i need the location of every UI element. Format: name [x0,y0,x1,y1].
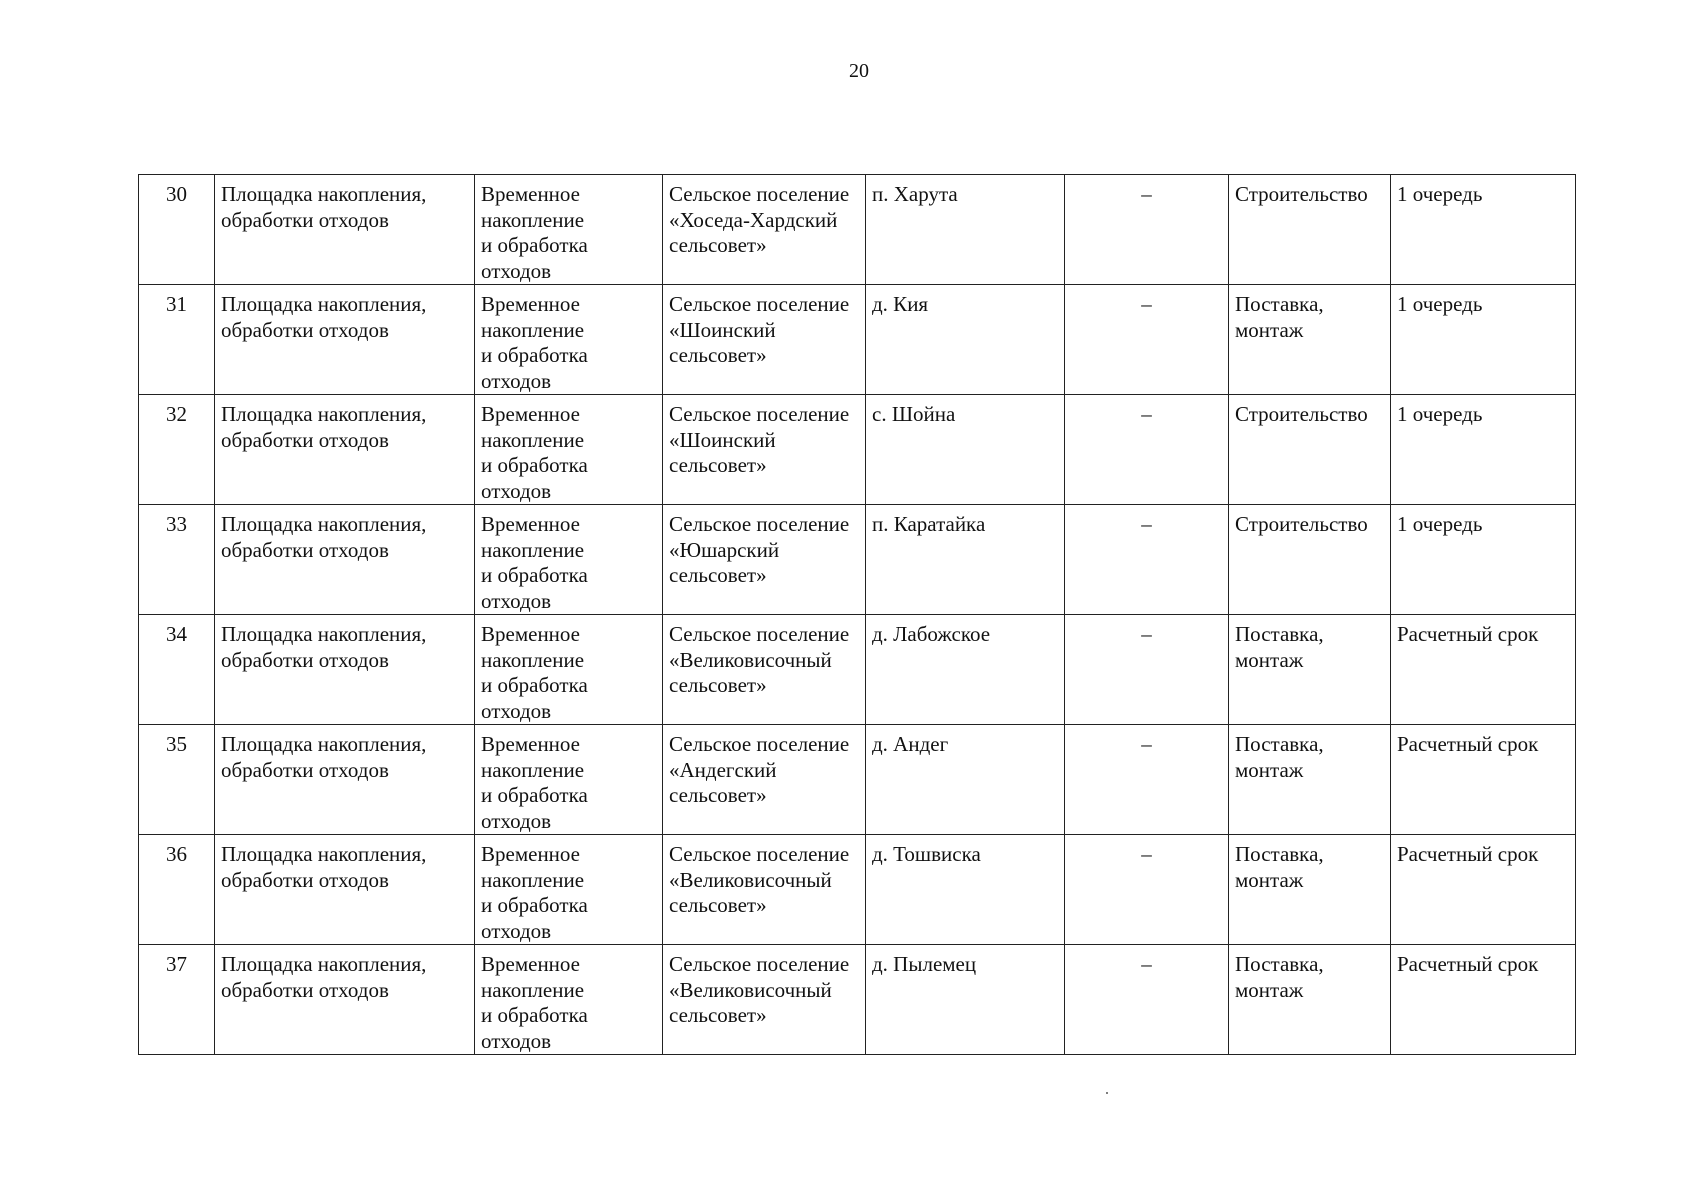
cell-locality-name: д. Кия [866,285,1065,395]
cell-empty-value-dash: – [1065,175,1229,285]
cell-work-type [1229,725,1391,835]
cell-object-name [215,615,475,725]
cell-empty-value-dash: – [1065,615,1229,725]
cell-row-number: 36 [139,835,215,945]
object-purpose-line: накопление [481,977,585,1002]
work-type-line: Поставка, [1235,952,1324,976]
object-name-line: Площадка накопления, [221,182,427,206]
object-purpose-line: накопление [481,757,585,782]
cell-settlement-name [663,835,866,945]
object-purpose-line: Временное [481,402,580,426]
cell-work-type [1229,505,1391,615]
settlement-name-line: Сельское поселение [669,402,850,426]
cell-work-type [1229,835,1391,945]
object-purpose-line: накопление [481,207,585,232]
object-purpose-line: отходов [481,918,552,943]
object-purpose-line: и обработка [481,563,588,587]
cell-locality-name: д. Андег [866,725,1065,835]
cell-empty-value-dash: – [1065,395,1229,505]
cell-row-number: 35 [139,725,215,835]
work-type-line: монтаж [1235,647,1304,672]
work-type-line: Поставка, [1235,622,1324,646]
cell-object-name [215,175,475,285]
object-purpose-line: и обработка [481,673,588,697]
work-type-line: монтаж [1235,317,1304,342]
object-name-line: Площадка накопления, [221,732,427,756]
table-row [139,285,1576,395]
cell-settlement-name [663,395,866,505]
cell-implementation-term: Расчетный срок [1391,835,1576,945]
object-purpose-line: отходов [481,1028,552,1053]
settlement-name-line: сельсовет» [669,343,767,367]
settlement-name-line: «Андегский [669,757,777,782]
page-number: 20 [849,60,869,82]
object-purpose-line: отходов [481,698,552,723]
object-purpose-line: накопление [481,427,585,452]
cell-work-type [1229,395,1391,505]
cell-work-type [1229,945,1391,1055]
object-purpose-line: и обработка [481,453,588,477]
cell-implementation-term: 1 очередь [1391,395,1576,505]
cell-work-type [1229,175,1391,285]
work-type-line: Строительство [1235,182,1368,206]
cell-implementation-term: Расчетный срок [1391,725,1576,835]
work-type-line: монтаж [1235,977,1304,1002]
cell-implementation-term: 1 очередь [1391,175,1576,285]
cell-empty-value-dash: – [1065,505,1229,615]
cell-empty-value-dash: – [1065,725,1229,835]
table-row [139,615,1576,725]
work-type-line: монтаж [1235,757,1304,782]
objects-table [138,174,1576,1055]
object-purpose-line: накопление [481,647,585,672]
settlement-name-line: Сельское поселение [669,952,850,976]
cell-object-purpose [475,505,663,615]
object-purpose-line: отходов [481,808,552,833]
cell-locality-name: д. Тошвиска [866,835,1065,945]
cell-object-purpose [475,945,663,1055]
cell-work-type [1229,285,1391,395]
cell-settlement-name [663,175,866,285]
settlement-name-line: сельсовет» [669,893,767,917]
settlement-name-line: Сельское поселение [669,512,850,536]
object-purpose-line: накопление [481,317,585,342]
work-type-line: Строительство [1235,402,1368,426]
cell-locality-name: с. Шойна [866,395,1065,505]
settlement-name-line: «Юшарский [669,537,780,562]
cell-locality-name: п. Каратайка [866,505,1065,615]
settlement-name-line: «Великовисочный [669,647,832,672]
table-container [138,174,1576,1055]
object-purpose-line: отходов [481,588,552,613]
work-type-line: Поставка, [1235,842,1324,866]
object-purpose-line: и обработка [481,893,588,917]
cell-object-name [215,945,475,1055]
object-purpose-line: и обработка [481,233,588,257]
object-purpose-line: и обработка [481,343,588,367]
scan-speck [1106,1092,1108,1094]
settlement-name-line: сельсовет» [669,673,767,697]
cell-object-purpose [475,175,663,285]
object-purpose-line: Временное [481,622,580,646]
settlement-name-line: «Шоинский [669,317,776,342]
settlement-name-line: Сельское поселение [669,732,850,756]
object-name-line: обработки отходов [221,317,389,342]
table-row [139,395,1576,505]
settlement-name-line: Сельское поселение [669,842,850,866]
settlement-name-line: «Шоинский [669,427,776,452]
cell-empty-value-dash: – [1065,835,1229,945]
cell-object-name [215,835,475,945]
cell-row-number: 32 [139,395,215,505]
cell-implementation-term: Расчетный срок [1391,615,1576,725]
cell-settlement-name [663,945,866,1055]
work-type-line: Поставка, [1235,732,1324,756]
object-purpose-line: Временное [481,732,580,756]
object-name-line: Площадка накопления, [221,622,427,646]
object-name-line: обработки отходов [221,537,389,562]
object-purpose-line: отходов [481,258,552,283]
table-row [139,725,1576,835]
object-name-line: Площадка накопления, [221,952,427,976]
settlement-name-line: сельсовет» [669,1003,767,1027]
object-name-line: обработки отходов [221,977,389,1002]
cell-object-purpose [475,615,663,725]
cell-row-number: 31 [139,285,215,395]
object-purpose-line: отходов [481,368,552,393]
object-name-line: обработки отходов [221,757,389,782]
cell-row-number: 34 [139,615,215,725]
cell-empty-value-dash: – [1065,945,1229,1055]
cell-object-purpose [475,285,663,395]
object-purpose-line: и обработка [481,1003,588,1027]
settlement-name-line: «Великовисочный [669,867,832,892]
settlement-name-line: сельсовет» [669,453,767,477]
object-name-line: обработки отходов [221,427,389,452]
object-name-line: Площадка накопления, [221,842,427,866]
object-purpose-line: и обработка [481,783,588,807]
object-purpose-line: Временное [481,842,580,866]
settlement-name-line: «Великовисочный [669,977,832,1002]
cell-object-name [215,395,475,505]
object-purpose-line: накопление [481,867,585,892]
settlement-name-line: Сельское поселение [669,622,850,646]
cell-settlement-name [663,285,866,395]
object-purpose-line: Временное [481,512,580,536]
cell-row-number: 30 [139,175,215,285]
object-purpose-line: Временное [481,952,580,976]
settlement-name-line: сельсовет» [669,783,767,807]
work-type-line: Строительство [1235,512,1368,536]
cell-row-number: 33 [139,505,215,615]
work-type-line: Поставка, [1235,292,1324,316]
object-purpose-line: Временное [481,182,580,206]
object-purpose-line: отходов [481,478,552,503]
cell-implementation-term: 1 очередь [1391,505,1576,615]
cell-settlement-name [663,615,866,725]
table-row [139,835,1576,945]
object-name-line: обработки отходов [221,647,389,672]
cell-object-purpose [475,835,663,945]
cell-object-purpose [475,725,663,835]
cell-object-purpose [475,395,663,505]
object-name-line: обработки отходов [221,207,389,232]
table-row [139,175,1576,285]
cell-locality-name: д. Пылемец [866,945,1065,1055]
cell-row-number: 37 [139,945,215,1055]
cell-object-name [215,505,475,615]
settlement-name-line: Сельское поселение [669,292,850,316]
cell-settlement-name [663,725,866,835]
work-type-line: монтаж [1235,867,1304,892]
table-row [139,945,1576,1055]
settlement-name-line: Сельское поселение [669,182,850,206]
cell-settlement-name [663,505,866,615]
object-name-line: Площадка накопления, [221,292,427,316]
object-purpose-line: накопление [481,537,585,562]
cell-locality-name: п. Харута [866,175,1065,285]
object-name-line: обработки отходов [221,867,389,892]
table-row [139,505,1576,615]
object-purpose-line: Временное [481,292,580,316]
cell-locality-name: д. Лабожское [866,615,1065,725]
cell-object-name [215,725,475,835]
object-name-line: Площадка накопления, [221,402,427,426]
cell-empty-value-dash: – [1065,285,1229,395]
cell-work-type [1229,615,1391,725]
settlement-name-line: сельсовет» [669,233,767,257]
object-name-line: Площадка накопления, [221,512,427,536]
cell-implementation-term: Расчетный срок [1391,945,1576,1055]
cell-object-name [215,285,475,395]
cell-implementation-term: 1 очередь [1391,285,1576,395]
settlement-name-line: «Хоседа-Хардский [669,207,838,232]
table-body [139,175,1576,1055]
settlement-name-line: сельсовет» [669,563,767,587]
